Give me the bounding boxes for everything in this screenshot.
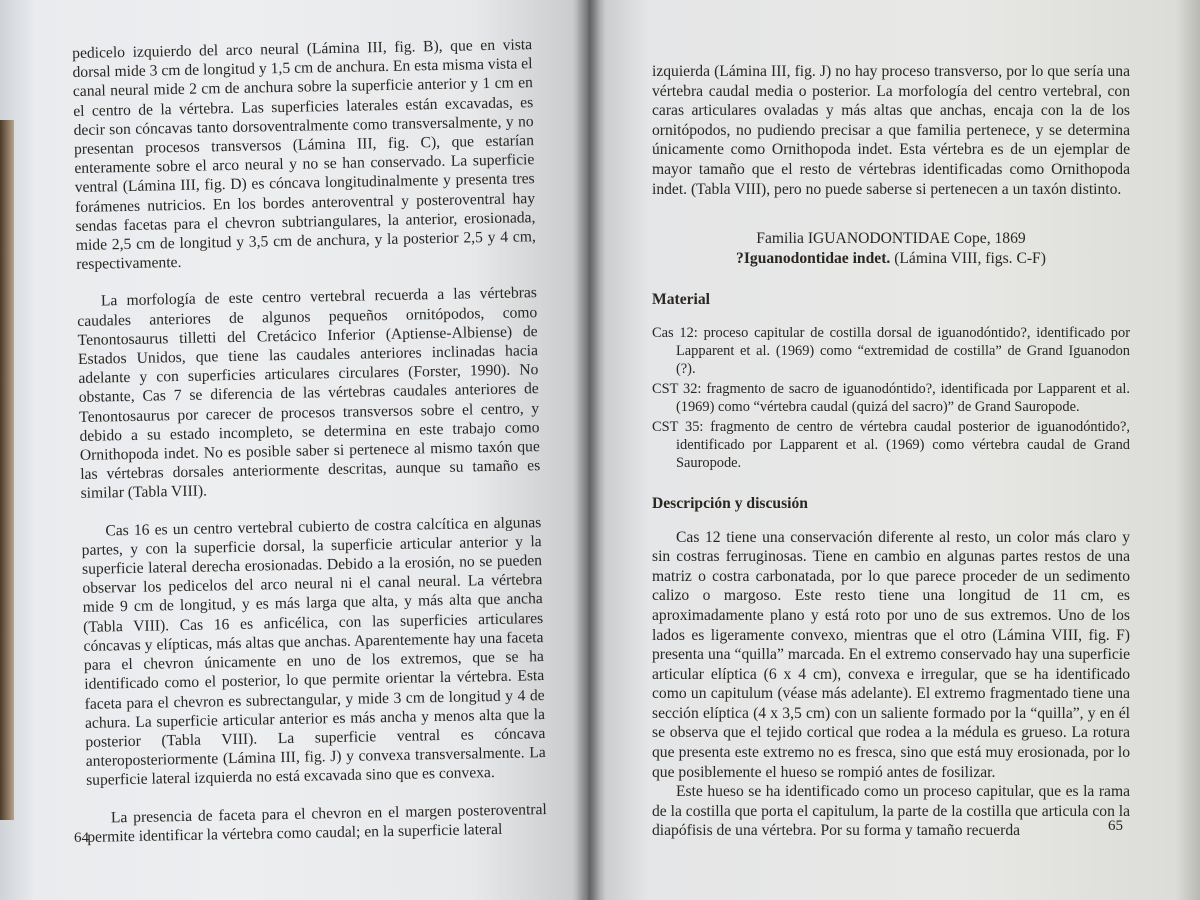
- paragraph: pedicelo izquierdo del arco neural (Lámina III, fig. B), que en vista dorsal mide 3 cm de longitud y 1,5 cm de anchura. En esta misma vista el canal neural mide 2 cm de anchura sobre la superficie anterior y 1 cm en el centro de la vértebra. Las superficies laterales están excavadas, es decir son cóncavas tanto dorsoventralmente como transversalmente, y no presentan procesos transversos (Lámina III, fig. C), que estarían enteramente sobre el arco neural y no se han conservado. La superficie ventral (Lámina III, fig. D) es cóncava longitudinalmente y presenta tres forámenes nutricios. En los bordes anteroventral y posteroventral hay sendas facetas para el chevron subtriangulares, la anterior, erosionada, mide 2,5 cm de longitud y 3,5 cm de anchura, y la posterior 2,5 y 4 cm, respectivamente.: [72, 36, 536, 274]
- book-gutter: [572, 0, 606, 900]
- taxon-plate-reference: (Lámina VIII, figs. C-F): [894, 249, 1046, 267]
- paragraph: La presencia de faceta para el chevron en el margen posteroventral permite identificar la vértebra como caudal; en la superficie lateral: [87, 800, 547, 846]
- right-page-text: [652, 62, 1130, 841]
- material-entry: CST 32: fragmento de sacro de iguanodóntido?, identificada por Lapparent et al. (1969) como “vértebra caudal (quizá del sacro)” de Grand Sauropode.: [652, 380, 1130, 415]
- material-heading: Material: [652, 291, 711, 309]
- book-cover-edge: [0, 120, 14, 820]
- description-heading: Descripción y discusión: [652, 494, 808, 512]
- family-heading: Familia IGUANODONTIDAE Cope, 1869: [756, 230, 1026, 248]
- paragraph: Cas 12 tiene una conservación diferente al resto, un color más claro y sin costras ferruginosas. Tiene en cambio en algunas partes restos de una matriz o costra carbonatada, por lo que parece proceder de un sedimento calizo o margoso. Este resto tiene una longitud de 11 cm, es aproximadamente plano y está roto por uno de sus extremos. Uno de los lados es ligeramente convexo, mientras que el otro (Lámina VIII, fig. F) presenta una “quilla” marcada. En el extremo conservado hay una superficie articular elíptica (6 x 4 cm), convexa e irregular, que se ha identificado como un capitulum (véase más adelante). El extremo fragmentado tiene una sección elíptica (4 x 3,5 cm) con un saliente formado por la “quilla”, y en él se observa que el tejido cortical que rodea a la médula es grueso. La rotura que presenta este extremo no es fresca, sino que está muy erosionada, por lo que posiblemente el hueso se rompió antes de fosilizar.: [652, 528, 1130, 781]
- left-page-text: [72, 35, 547, 847]
- material-entry: Cas 12: proceso capitular de costilla dorsal de iguanodóntido?, identificado por Lapparent et al. (1969) como “extremidad de costilla” de Grand Iguanodon (?).: [652, 324, 1130, 377]
- page-number: 65: [1108, 818, 1123, 834]
- taxon-name: ?Iguanodontidae indet.: [736, 249, 891, 267]
- paragraph: La morfología de este centro vertebral recuerda a las vértebras caudales anteriores de algunos pequeños ornitópodos, como Tenontosaurus tilletti del Cretácico Inferior (Aptiense-Albiense) de Estados Unidos, que tiene las caudales anteriores inclinadas hacia adelante y con superficies articulares circulares (Forster, 1990). No obstante, Cas 7 se diferencia de las vértebras caudales anteriores de Tenontosaurus por carecer de procesos transversos sobre el centro, y debido a su estado incompleto, se determina en este trabajo como Ornithopoda indet. No es posible saber si pertenece al mismo taxón que las vértebras dorsales anteriormente descritas, aunque su tamaño es similar (Tabla VIII).: [77, 284, 541, 503]
- paragraph: Este hueso se ha identificado como un proceso capitular, que es la rama de la costilla que porta el capitulum, la parte de la costilla que articula con la diapófisis de una vértebra. Por su forma y tamaño recuerda: [652, 783, 1131, 840]
- paragraph: Cas 16 es un centro vertebral cubierto de costra calcítica en algunas partes, y con la superficie dorsal, la superficie articular anterior y la superficie lateral derecha erosionadas. Debido a la erosión, no se pueden observar los pedicelos del arco neural ni el canal neural. La vértebra mide 9 cm de longitud, y es más larga que alta, y más alta que ancha (Tabla VIII). Cas 16 es anficélica, con las superficies articulares cóncavas y elípticas, más altas que anchas. Aparentemente hay una faceta para el chevron únicamente en uno de los extremos, que se ha identificado como el posterior, lo que permite orientar la vértebra. Esta faceta para el chevron es subrectangular, y mide 3 cm de longitud y 4 de achura. La superficie articular anterior es más ancha y menos alta que la posterior (Tabla VIII). La superficie ventral es cóncava anteroposteriormente (Lámina III, fig. J) y convexa transversalmente. La superficie lateral izquierda no está excavada sino que es convexa.: [81, 513, 546, 790]
- left-page: [0, 0, 588, 900]
- paragraph: izquierda (Lámina III, fig. J) no hay proceso transverso, por lo que sería una vértebra caudal media o posterior. La morfología del centro vertebral, con caras articulares ovaladas y más altas que anchas, encaja con la de los ornitópodos, no pudiendo precisar a que familia pertenece, y se determina únicamente como Ornithopoda indet. Esta vértebra es de un ejemplar de mayor tamaño que el resto de vértebras identificadas como Ornithopoda indet. (Tabla VIII), pero no puede saberse si pertenecen a un taxón distinto.: [652, 63, 1130, 198]
- right-page: [588, 0, 1200, 900]
- material-entry: CST 35: fragmento de centro de vértebra caudal posterior de iguanodóntido?, identificado por Lapparent et al. (1969) como vértebra caudal de Grand Sauropode.: [652, 418, 1130, 471]
- page-number: 64: [74, 830, 89, 846]
- taxon-heading: [652, 249, 1130, 269]
